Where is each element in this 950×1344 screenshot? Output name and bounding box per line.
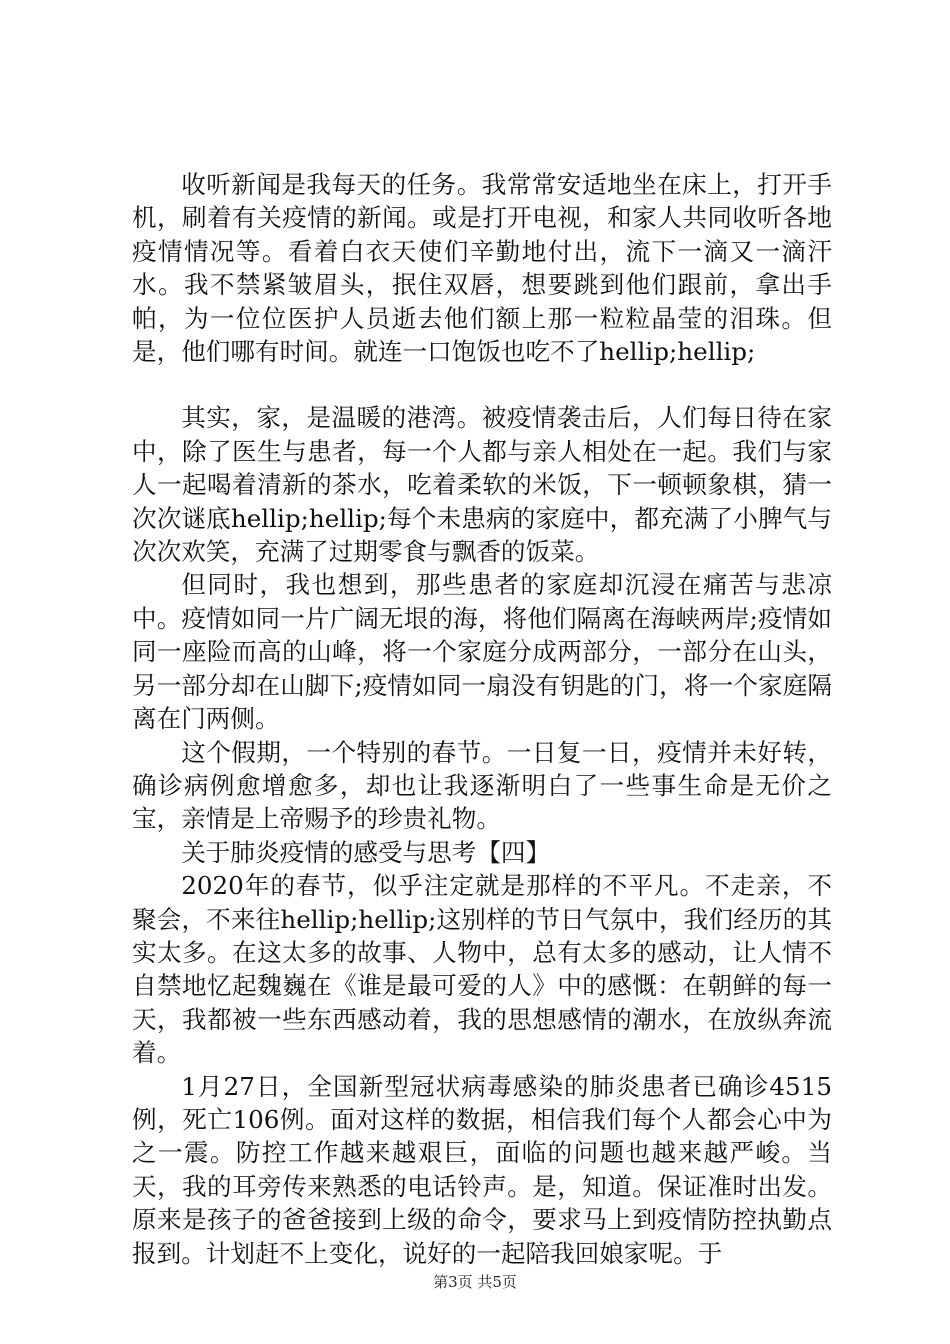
paragraph-news: 收听新闻是我每天的任务。我常常安适地坐在床上，打开手机，刷着有关疫情的新闻。或是打开电视，和家人共同收听各地疫情情况等。看着白衣天使们辛勤地付出，流下一滴又一滴汗水。我不禁紧皱眉头，抿住双唇，想要跳到他们跟前，拿出手帕，为一位位医护人员逝去他们额上那一粒粒晶莹的泪珠。但是，他们哪有时间。就连一口饱饭也吃不了hellip;hellip; xyxy=(132,170,832,367)
paragraph-special-holiday: 这个假期，一个特别的春节。一日复一日，疫情并未好转，确诊病例愈增愈多，却也让我逐渐明白了一些事生命是无价之宝，亲情是上帝赐予的珍贵礼物。 xyxy=(132,737,832,834)
paragraph-patients-families: 但同时，我也想到，那些患者的家庭却沉浸在痛苦与悲凉中。疫情如同一片广阔无垠的海，将他们隔离在海峡两岸;疫情如同一座险而高的山峰，将一个家庭分成两部分，一部分在山头，另一部分却在山脚下;疫情如同一扇没有钥匙的门，将一个家庭隔离在门两侧。 xyxy=(132,570,832,734)
paragraph-jan-27: 1月27日，全国新型冠状病毒感染的肺炎患者已确诊4515例，死亡106例。面对这样的数据，相信我们每个人都会心中为之一震。防控工作越来越艰巨，面临的问题也越来越严峻。当天，我的耳旁传来熟悉的电话铃声。是，知道。保证准时出发。原来是孩子的爸爸接到上级的命令，要求马上到疫情防控执勤点报到。计划赶不上变化，说好的一起陪我回娘家呢。于 xyxy=(132,1071,832,1268)
paragraph-spring-festival: 2020年的春节，似乎注定就是那样的不平凡。不走亲，不聚会，不来往hellip;hellip;这别样的节日气氛中，我们经历的其实太多。在这太多的故事、人物中，总有太多的感动，让人情不自禁地忆起魏巍在《谁是最可爱的人》中的感慨：在朝鲜的每一天，我都被一些东西感动着，我的思想感情的潮水，在放纵奔流着。 xyxy=(132,871,832,1068)
document-body xyxy=(132,168,832,1270)
section-heading: 关于肺炎疫情的感受与思考【四】 xyxy=(181,837,551,867)
page-footer: 第3页 共5页 xyxy=(433,1273,517,1291)
paragraph-home-harbor: 其实，家，是温暖的港湾。被疫情袭击后，人们每日待在家中，除了医生与患者，每一个人都与亲人相处在一起。我们与家人一起喝着清新的茶水，吃着柔软的米饭，下一顿顿象棋，猜一次次谜底hellip;hellip;每个未患病的家庭中，都充满了小脾气与次次欢笑，充满了过期零食与飘香的饭菜。 xyxy=(132,403,832,567)
